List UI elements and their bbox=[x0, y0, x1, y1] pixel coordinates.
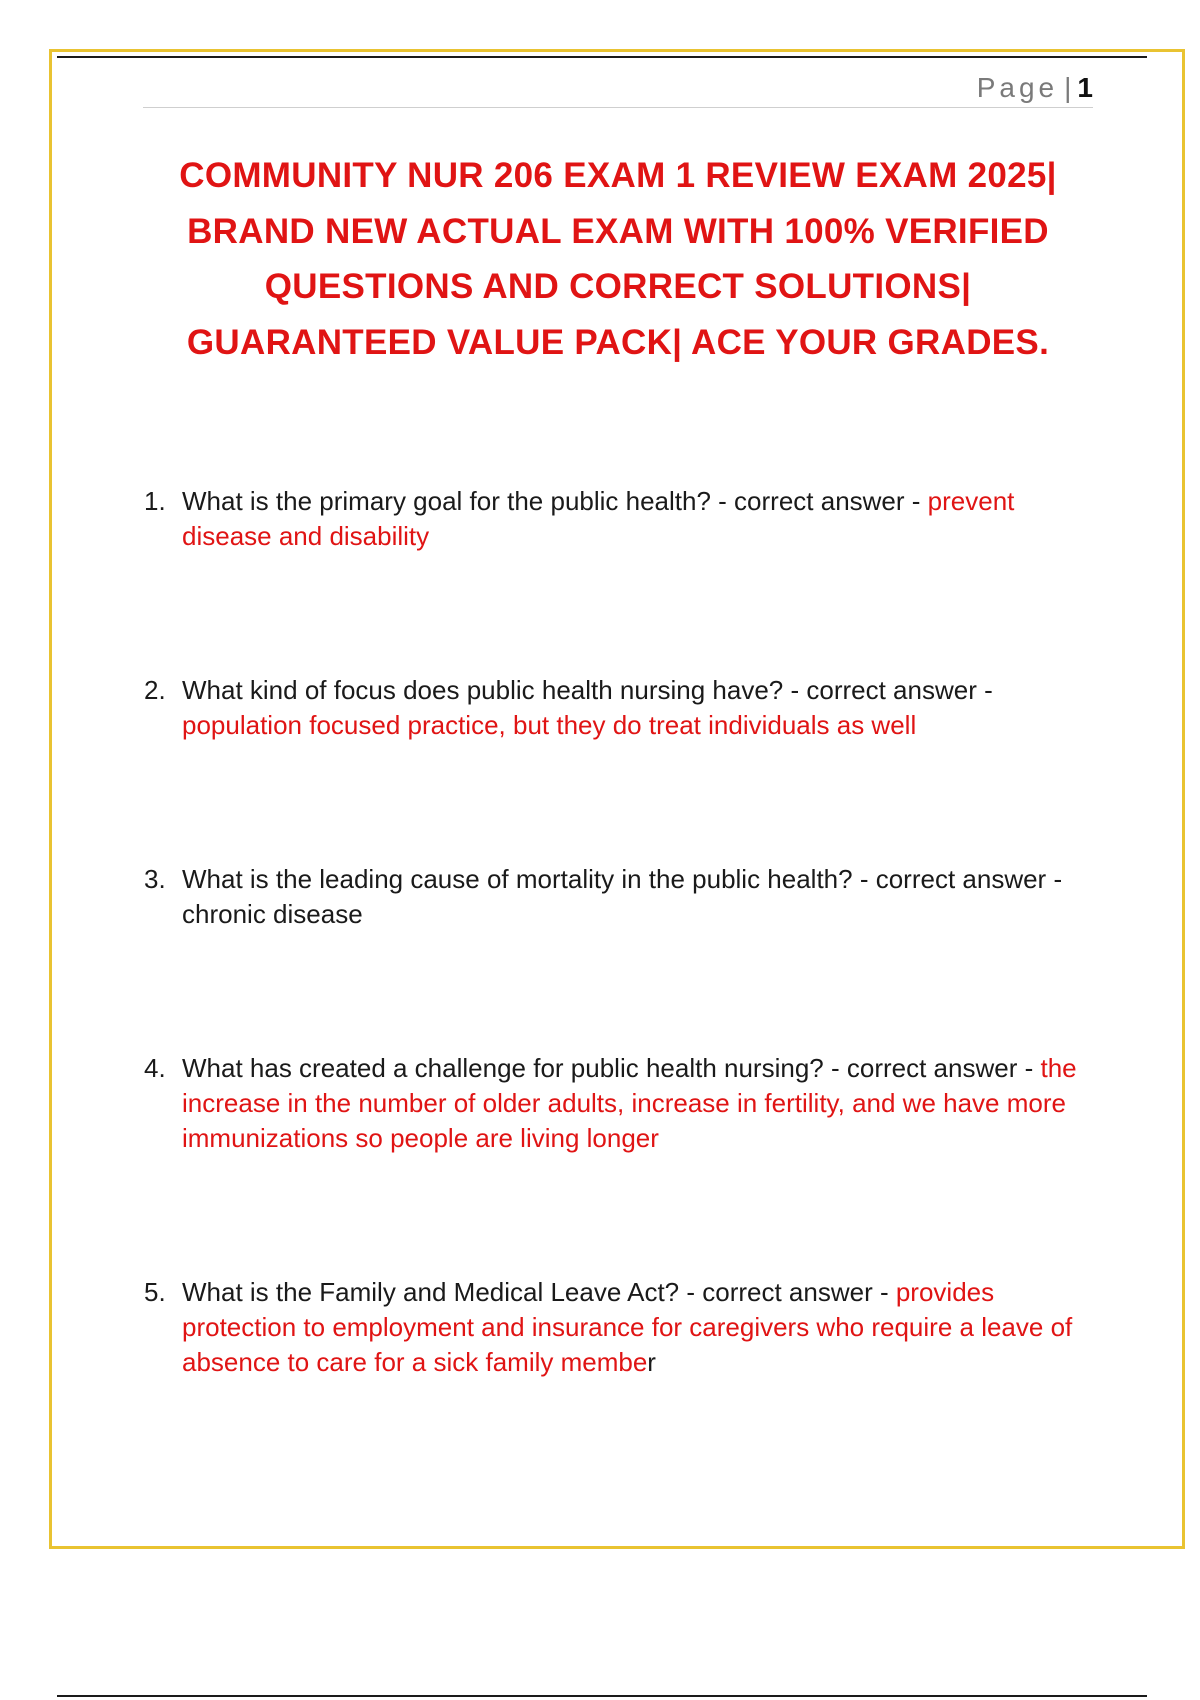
question-body bbox=[182, 862, 1100, 932]
question-item-5 bbox=[140, 1275, 1100, 1380]
question-text: What is the primary goal for the public health? bbox=[182, 486, 711, 516]
question-body bbox=[182, 673, 1100, 743]
question-item-3 bbox=[140, 862, 1100, 932]
answer-text: chronic disease bbox=[182, 899, 363, 929]
question-text: What kind of focus does public health nursing have? bbox=[182, 675, 784, 705]
question-text: What has created a challenge for public health nursing? bbox=[182, 1053, 824, 1083]
answer-separator: - bbox=[976, 675, 993, 705]
question-number: 5. bbox=[144, 1277, 166, 1307]
question-item-4 bbox=[140, 1051, 1100, 1156]
question-body bbox=[182, 1051, 1100, 1156]
bottom-rule bbox=[57, 1695, 1147, 1697]
answer-text: prevent disease and disability bbox=[182, 486, 1015, 551]
question-body bbox=[182, 484, 1100, 554]
question-text: What is the Family and Medical Leave Act? bbox=[182, 1277, 680, 1307]
answer-separator: - bbox=[1017, 1053, 1041, 1083]
question-item-1 bbox=[140, 484, 1100, 554]
answer-text: population focused practice, but they do treat individuals as well bbox=[182, 710, 917, 740]
question-separator: - bbox=[852, 864, 876, 894]
page-separator: | bbox=[1064, 72, 1072, 103]
answer-text: the increase in the number of older adults, increase in fertility, and we have more immunizations so people are living longer bbox=[182, 1053, 1077, 1153]
question-number: 2. bbox=[144, 675, 166, 705]
question-separator: - bbox=[783, 675, 807, 705]
answer-text: provides protection to employment and insurance for caregivers who require a leave of absence to care for a sick family membe bbox=[182, 1277, 1073, 1377]
answer-label: correct answer bbox=[846, 1053, 1018, 1083]
answer-tail: r bbox=[647, 1347, 656, 1377]
question-number: 1. bbox=[144, 486, 166, 516]
answer-separator: - bbox=[904, 486, 928, 516]
question-body bbox=[182, 1275, 1100, 1380]
page-label: Page bbox=[976, 72, 1059, 103]
answer-label: correct answer bbox=[734, 486, 905, 516]
question-number: 4. bbox=[144, 1053, 166, 1083]
answer-separator: - bbox=[1046, 864, 1063, 894]
answer-separator: - bbox=[872, 1277, 896, 1307]
question-text: What is the leading cause of mortality in the public health? bbox=[182, 864, 853, 894]
question-item-2 bbox=[140, 673, 1100, 743]
answer-label: correct answer bbox=[875, 864, 1047, 894]
page-header bbox=[143, 72, 1093, 108]
question-separator: - bbox=[710, 486, 735, 516]
question-separator: - bbox=[679, 1277, 703, 1307]
question-separator: - bbox=[823, 1053, 847, 1083]
question-number: 3. bbox=[144, 864, 166, 894]
document-title: COMMUNITY NUR 206 EXAM 1 REVIEW EXAM 2025| BRAND NEW ACTUAL EXAM WITH 100% VERIFIED QUESTIONS AND CORRECT SOLUTIONS| GUARANTEED VALUE PACK| ACE YOUR GRADES. bbox=[179, 156, 1057, 362]
answer-label: correct answer bbox=[702, 1277, 873, 1307]
page-number: 1 bbox=[1077, 72, 1093, 103]
answer-label: correct answer bbox=[806, 675, 977, 705]
